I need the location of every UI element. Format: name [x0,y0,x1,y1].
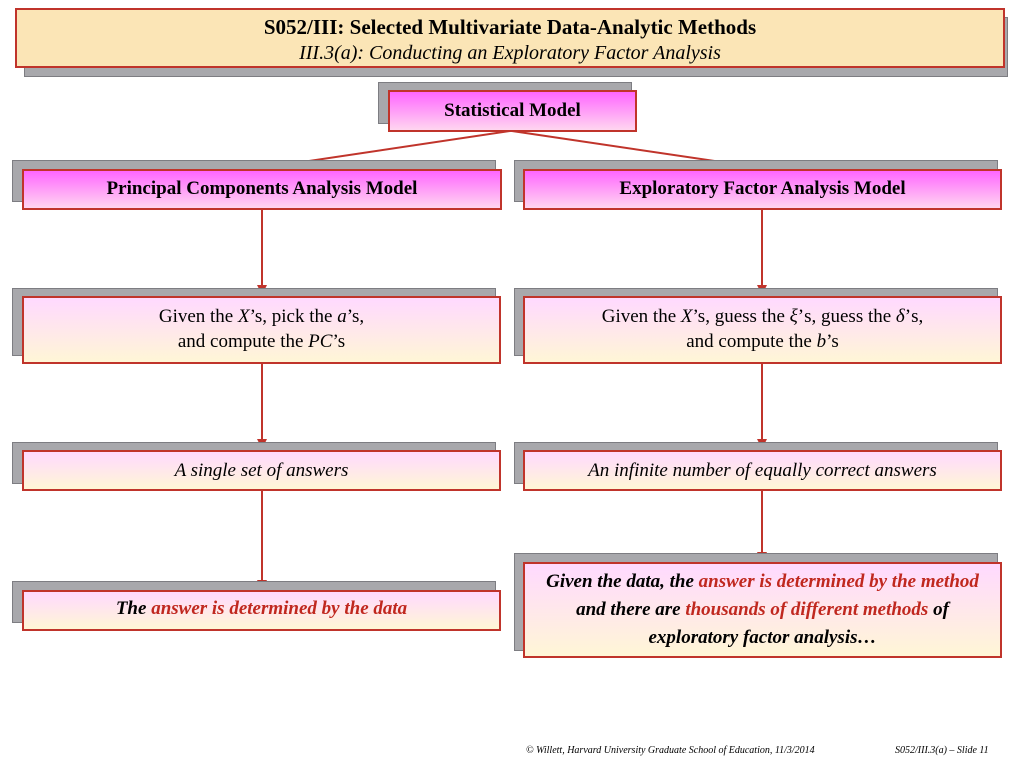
efa-step-node [523,296,1002,364]
slide-subtitle: III.3(a): Conducting an Exploratory Factor Analysis [299,42,721,64]
pca-answers-text: A single set of answers [174,460,349,481]
pca-conclusion-node [22,590,501,631]
efa-answers-text: An infinite number of equally correct answers [588,460,937,481]
pca-answers-node [22,450,501,491]
statistical-model-label: Statistical Model [444,100,581,121]
efa-model-node [523,169,1002,210]
pca-step-node [22,296,501,364]
pca-conclusion-text: The answer is determined by the data [115,598,408,619]
efa-model-label: Exploratory Factor Analysis Model [619,178,906,199]
pca-model-label: Principal Components Analysis Model [106,178,418,199]
pca-step-text: Given the X’s, pick the a’s, and compute the PC’s [158,306,365,352]
efa-conclusion-text: Given the data, the answer is determined by the method and there are thousands of different methods of exploratory factor analysis… [546,571,979,648]
footer-credit: © Willett, Harvard University Graduate School of Education, 11/3/2014 [526,745,815,756]
statistical-model-node [388,90,637,132]
footer-slide-number: S052/III.3(a) – Slide 11 [895,745,989,756]
efa-step-text: Given the X’s, guess the ξ’s, guess the δ’s, and compute the b’s [601,306,924,352]
pca-model-node [22,169,502,210]
slide-title: S052/III: Selected Multivariate Data-Analytic Methods [263,15,757,39]
efa-answers-node [523,450,1002,491]
efa-conclusion-node [523,562,1002,658]
